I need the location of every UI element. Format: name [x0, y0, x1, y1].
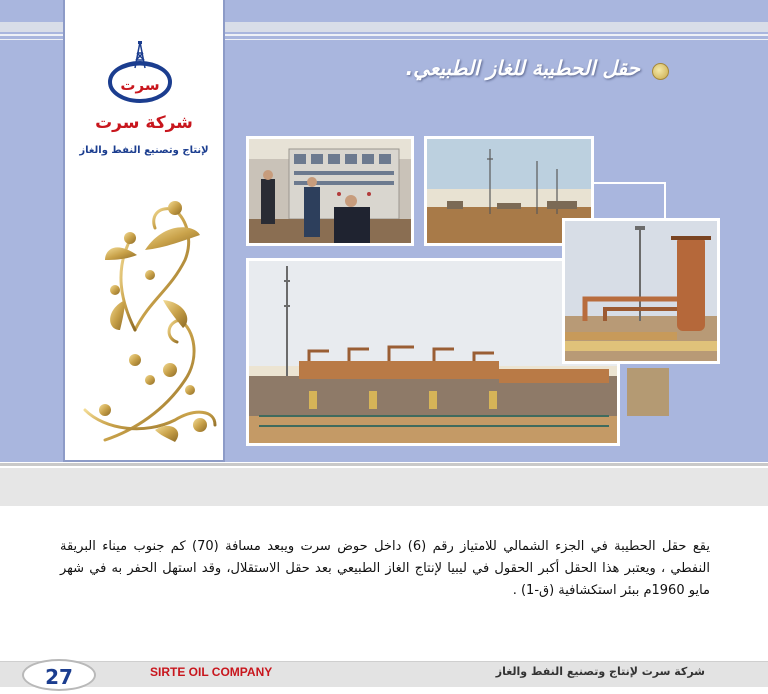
- title-bullet: [652, 63, 669, 80]
- page-title: حقل الحطيبة للغاز الطبيعي.: [405, 56, 640, 80]
- decor-block: [627, 368, 669, 416]
- company-subtitle: لإنتاج وتصنيع النفط والغاز: [79, 145, 209, 156]
- footer-company-ar: شركة سرت لإنتاج وتصنيع النفط والغاز: [495, 665, 705, 678]
- floral-ornament: [75, 180, 220, 460]
- frame-line: [594, 182, 666, 184]
- footer-company-en: SIRTE OIL COMPANY: [150, 665, 273, 679]
- separator-tower-photo: [562, 218, 720, 364]
- svg-text:سرت: سرت: [120, 76, 160, 94]
- control-room-photo: [246, 136, 414, 246]
- company-name: شركة سرت: [95, 113, 193, 133]
- sidebar: [63, 0, 225, 462]
- content-band: [0, 468, 768, 506]
- body-paragraph: يقع حقل الحطيبة في الجزء الشمالي للامتياز رقم (6) داخل حوض سرت ويبعد مسافة (70) كم جنوب ميناء البريقة النفطي ، ويعتبر هذا الحقل أكبر الحقول في ليبيا لإنتاج الغاز الطبيعي بعد حقل الاستقلال، وقد استهل الحفر به في شهر مايو 1960م ببئر استكشافية (ق-1) .: [60, 539, 710, 598]
- divider: [0, 463, 768, 466]
- page-number: 27: [45, 665, 73, 689]
- sirte-logo: [105, 40, 175, 105]
- frame-line: [664, 182, 666, 218]
- page-number-badge: [22, 659, 96, 691]
